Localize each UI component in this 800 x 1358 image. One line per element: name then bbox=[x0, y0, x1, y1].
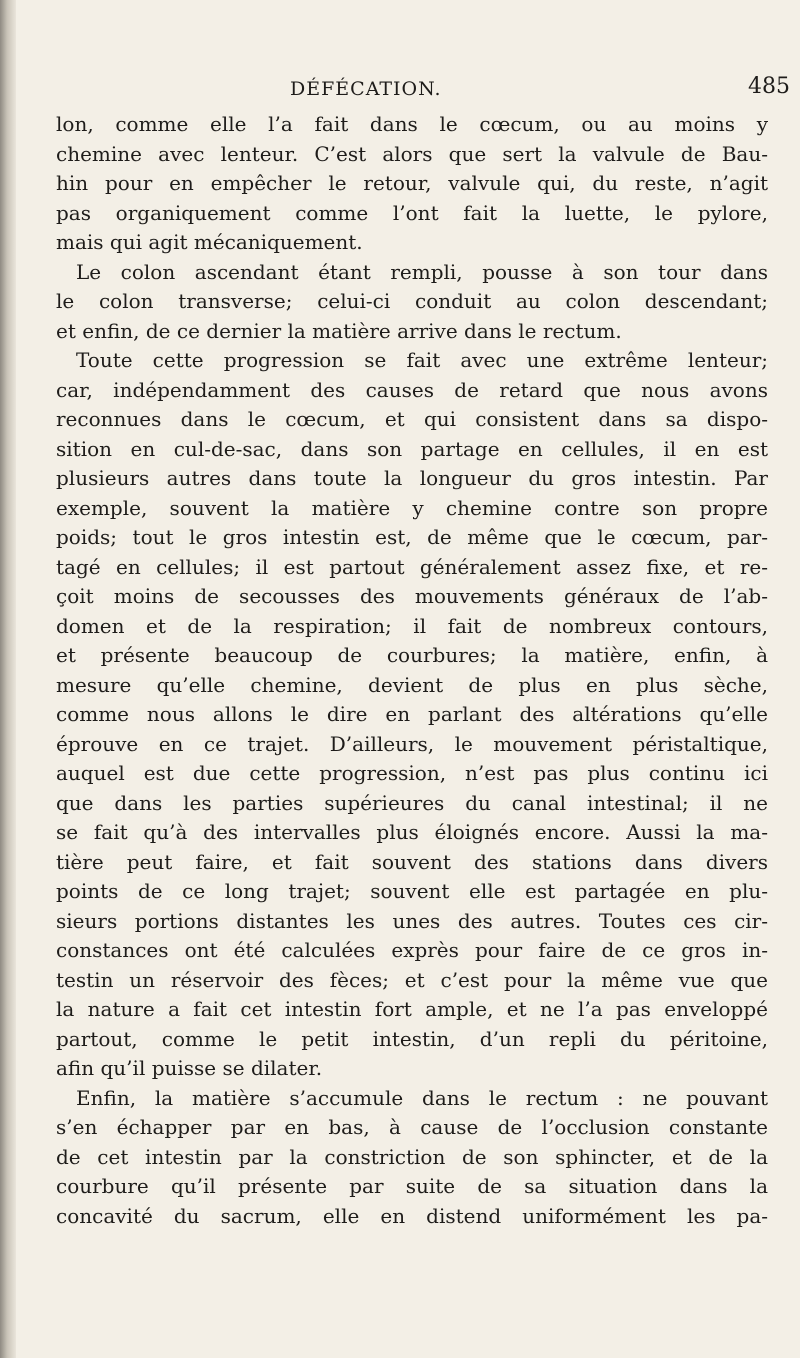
text-line: éprouve en ce trajet. D’ailleurs, le mouvement péristaltique, bbox=[56, 731, 768, 756]
text-line: car, indépendamment des causes de retard que nous avons bbox=[56, 377, 768, 402]
text-line: courbure qu’il présente par suite de sa situation dans la bbox=[56, 1174, 768, 1198]
page-binding-edge bbox=[0, 0, 16, 1358]
text-line: concavité du sacrum, elle en distend uniformément les pa- bbox=[56, 1203, 768, 1228]
text-line: la nature a fait cet intestin fort ample, et ne l’a pas enveloppé bbox=[56, 997, 768, 1021]
text-line: pas organiquement comme l’ont fait la luette, le pylore, bbox=[56, 200, 768, 225]
text-line: et enfin, de ce dernier la matière arrive dans le rectum. bbox=[56, 318, 622, 343]
text-line: mesure qu’elle chemine, devient de plus en plus sèche, bbox=[56, 672, 768, 697]
running-title: DÉFÉCATION. bbox=[290, 78, 442, 100]
page-header bbox=[0, 70, 800, 110]
text-line: s’en échapper par en bas, à cause de l’occlusion constante bbox=[56, 1115, 768, 1139]
text-line: sieurs portions distantes les unes des autres. Toutes ces cir- bbox=[56, 908, 768, 933]
text-line: Le colon ascendant étant rempli, pousse à son tour dans bbox=[76, 259, 768, 284]
text-line: sition en cul-de-sac, dans son partage en cellules, il en est bbox=[56, 436, 768, 461]
text-line: chemine avec lenteur. C’est alors que sert la valvule de Bau- bbox=[56, 141, 768, 166]
text-line: de cet intestin par la constriction de son sphincter, et de la bbox=[56, 1144, 768, 1169]
body-text bbox=[56, 110, 768, 1231]
page-number: 485 bbox=[748, 74, 790, 99]
text-line: le colon transverse; celui-ci conduit au colon descendant; bbox=[56, 289, 768, 313]
text-line: points de ce long trajet; souvent elle est partagée en plu- bbox=[56, 879, 768, 903]
text-line: partout, comme le petit intestin, d’un repli du péritoine, bbox=[56, 1026, 768, 1051]
text-line: auquel est due cette progression, n’est pas plus continu ici bbox=[56, 761, 768, 785]
text-line: reconnues dans le cœcum, et qui consistent dans sa dispo- bbox=[56, 407, 768, 431]
text-line: que dans les parties supérieures du canal intestinal; il ne bbox=[56, 790, 768, 815]
text-line: hin pour en empêcher le retour, valvule qui, du reste, n’agit bbox=[56, 171, 768, 195]
text-line: exemple, souvent la matière y chemine contre son propre bbox=[56, 495, 768, 520]
text-line: Enfin, la matière s’accumule dans le rectum : ne pouvant bbox=[76, 1085, 768, 1110]
text-line: poids; tout le gros intestin est, de même que le cœcum, par- bbox=[56, 525, 768, 549]
text-line: çoit moins de secousses des mouvements généraux de l’ab- bbox=[56, 584, 768, 608]
text-line: se fait qu’à des intervalles plus éloignés encore. Aussi la ma- bbox=[56, 820, 768, 844]
text-line: tière peut faire, et fait souvent des stations dans divers bbox=[56, 849, 768, 874]
text-line: tagé en cellules; il est partout généralement assez fixe, et re- bbox=[56, 554, 768, 579]
text-line: afin qu’il puisse se dilater. bbox=[56, 1056, 323, 1080]
text-line: lon, comme elle l’a fait dans le cœcum, ou au moins y bbox=[56, 112, 768, 136]
text-line: et présente beaucoup de courbures; la matière, enfin, à bbox=[56, 643, 768, 667]
text-line: mais qui agit mécaniquement. bbox=[56, 230, 363, 254]
text-line: constances ont été calculées exprès pour faire de ce gros in- bbox=[56, 938, 768, 962]
text-line: comme nous allons le dire en parlant des altérations qu’elle bbox=[56, 702, 768, 726]
text-line: domen et de la respiration; il fait de nombreux contours, bbox=[56, 613, 768, 638]
text-line: testin un réservoir des fèces; et c’est pour la même vue que bbox=[56, 967, 768, 992]
text-line: plusieurs autres dans toute la longueur du gros intestin. Par bbox=[56, 466, 768, 490]
text-line: Toute cette progression se fait avec une extrême lenteur; bbox=[76, 348, 768, 372]
